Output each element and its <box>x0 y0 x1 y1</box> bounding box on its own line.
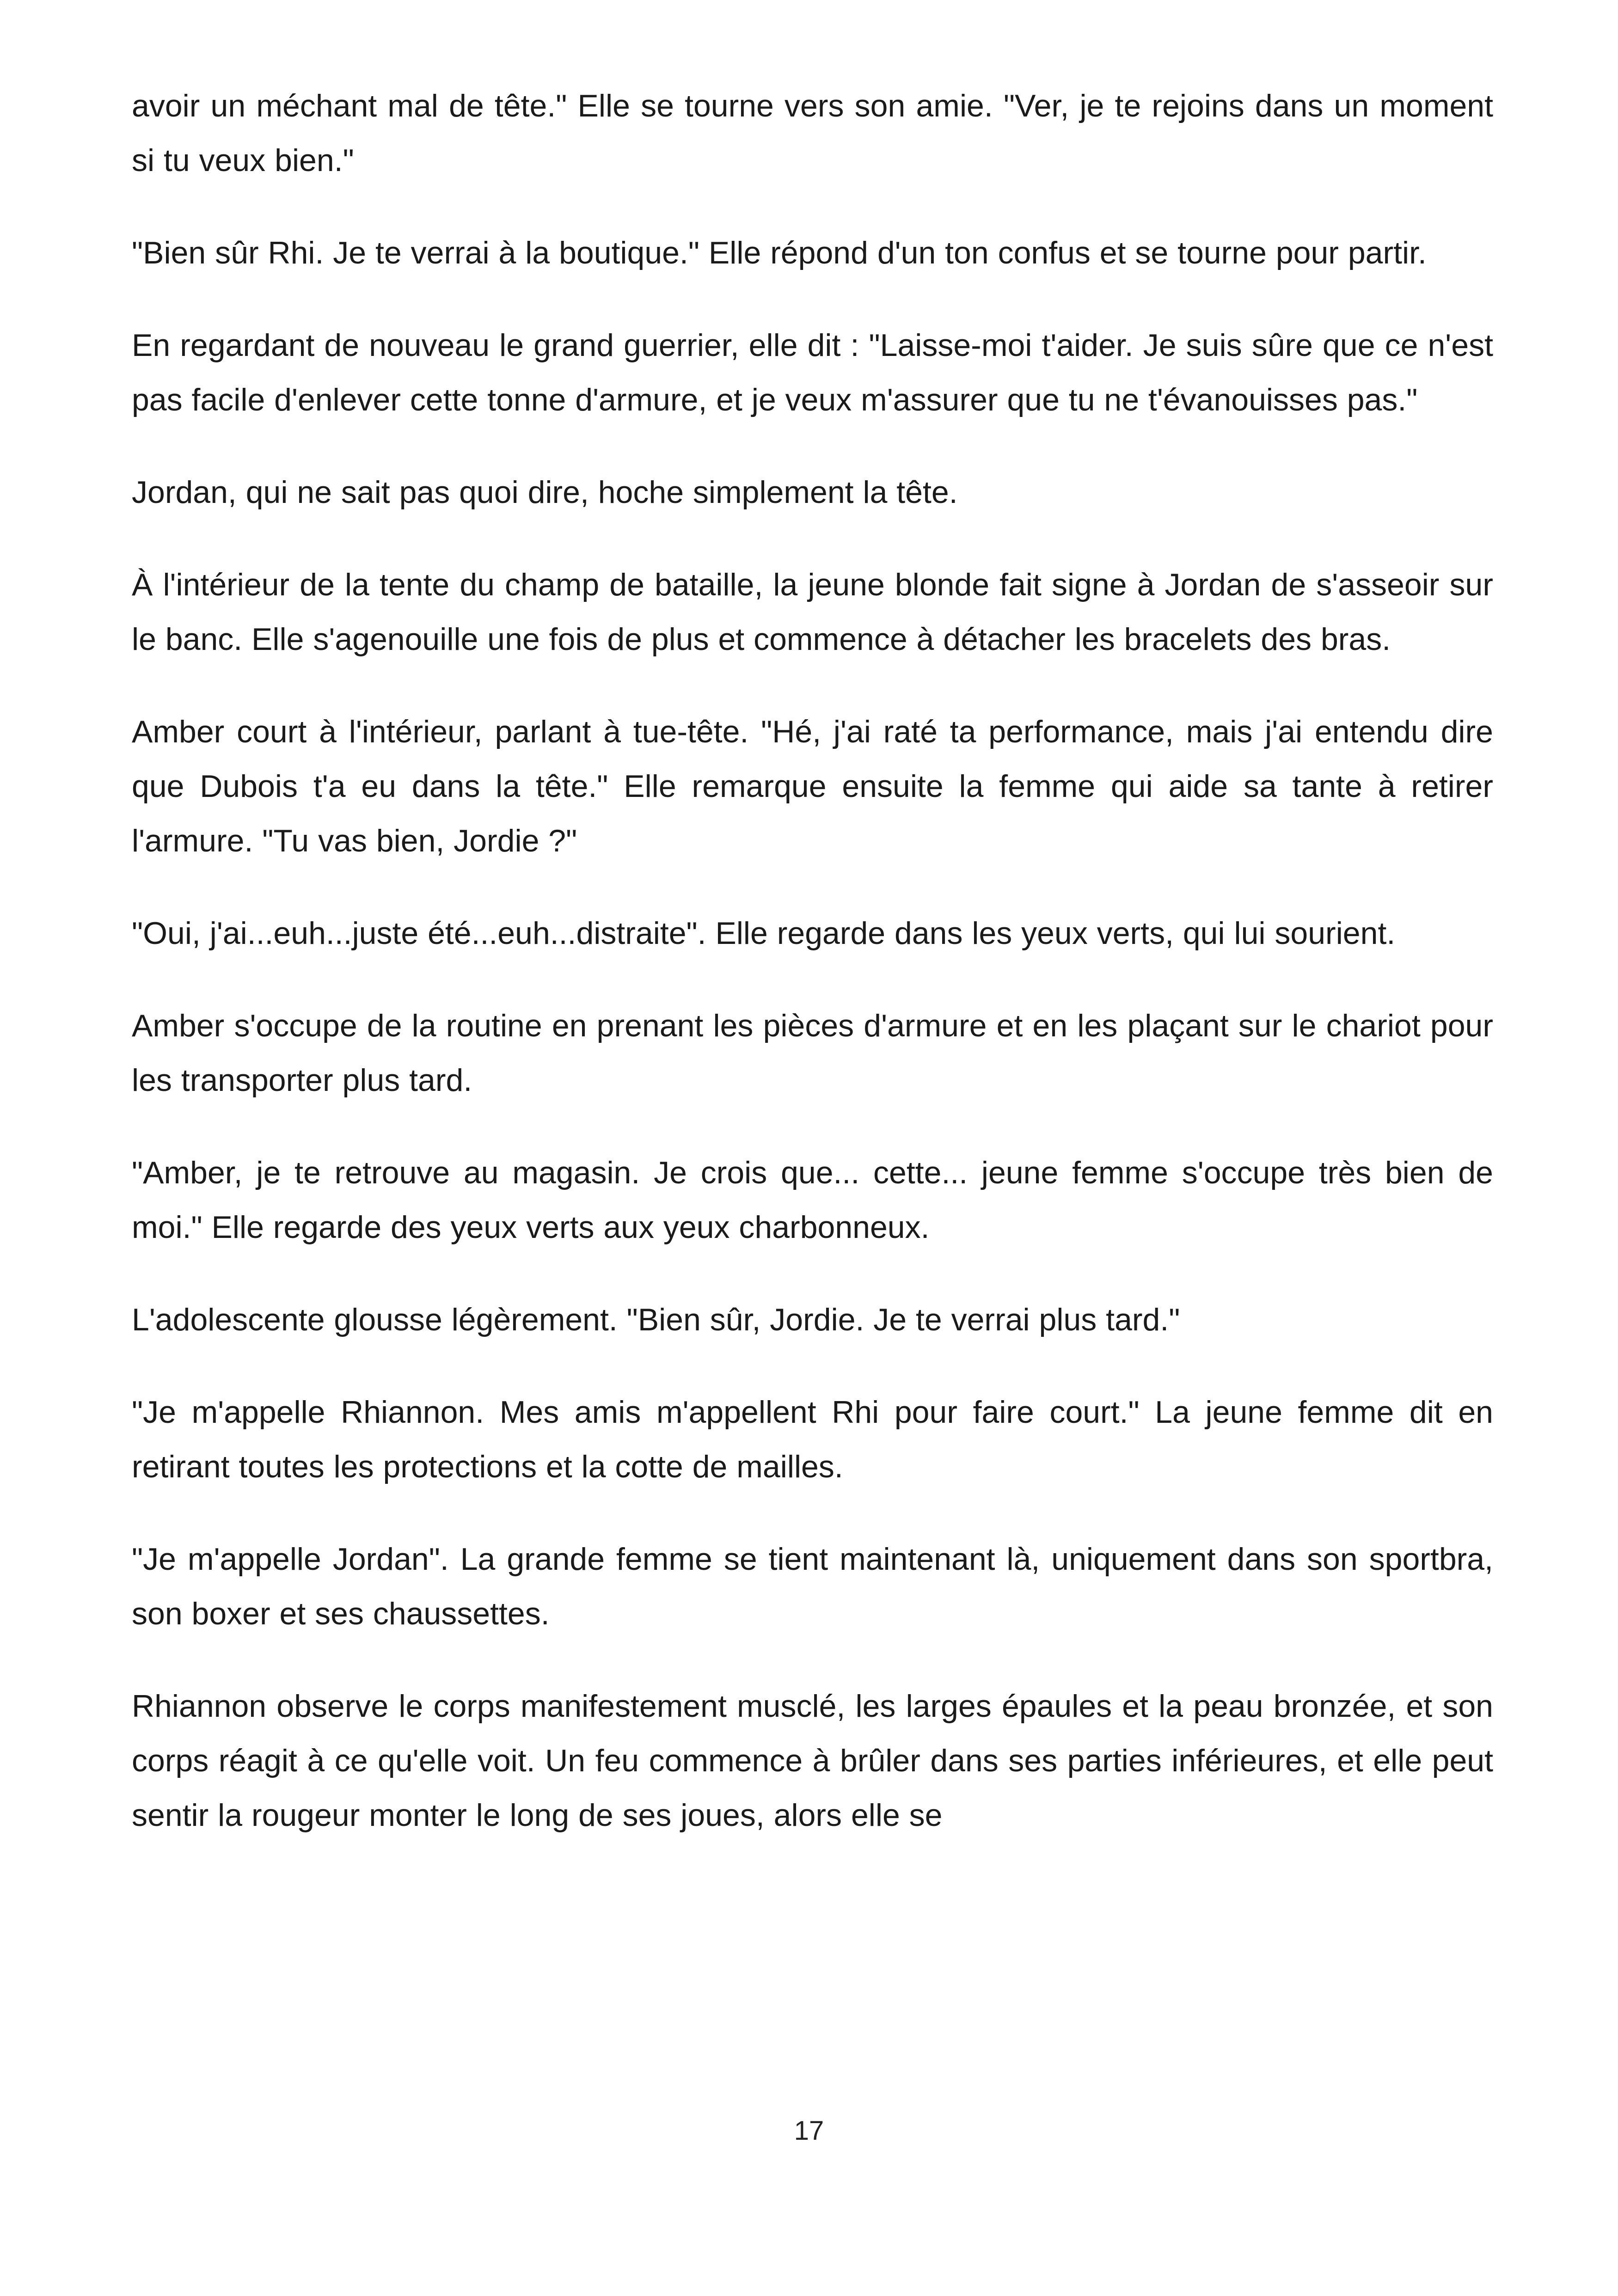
paragraph: Amber court à l'intérieur, parlant à tue-tête. "Hé, j'ai raté ta performance, mais j'ai entendu dire que Dubois t'a eu dans la tête." Elle remarque ensuite la femme qui aide sa tante à retirer l'armure. "Tu vas bien, Jordie ?" <box>132 714 1493 858</box>
paragraph: "Oui, j'ai...euh...juste été...euh...distraite". Elle regarde dans les yeux verts, qui lui sourient. <box>132 916 1396 951</box>
paragraph: Amber s'occupe de la routine en prenant les pièces d'armure et en les plaçant sur le chariot pour les transporter plus tard. <box>132 1008 1493 1098</box>
page-number: 17 <box>794 2116 824 2146</box>
paragraph: Rhiannon observe le corps manifestement musclé, les larges épaules et la peau bronzée, et son corps réagit à ce qu'elle voit. Un feu commence à brûler dans ses parties inférieures, et elle peut sentir la rougeur monter le long de ses joues, alors elle se <box>132 1689 1493 1833</box>
paragraph: À l'intérieur de la tente du champ de bataille, la jeune blonde fait signe à Jordan de s'asseoir sur le banc. Elle s'agenouille une fois de plus et commence à détacher les bracelets des bras. <box>132 567 1493 657</box>
paragraph: "Bien sûr Rhi. Je te verrai à la boutique." Elle répond d'un ton confus et se tourne pour partir. <box>132 235 1427 270</box>
paragraph: "Je m'appelle Rhiannon. Mes amis m'appellent Rhi pour faire court." La jeune femme dit en retirant toutes les protections et la cotte de mailles. <box>132 1395 1493 1484</box>
body-text <box>132 79 1493 1843</box>
paragraph: "Amber, je te retrouve au magasin. Je crois que... cette... jeune femme s'occupe très bien de moi." Elle regarde des yeux verts aux yeux charbonneux. <box>132 1155 1493 1245</box>
paragraph: Jordan, qui ne sait pas quoi dire, hoche simplement la tête. <box>132 475 958 510</box>
paragraph: "Je m'appelle Jordan". La grande femme se tient maintenant là, uniquement dans son sportbra, son boxer et ses chaussettes. <box>132 1542 1493 1631</box>
paragraph: En regardant de nouveau le grand guerrier, elle dit : "Laisse-moi t'aider. Je suis sûre que ce n'est pas facile d'enlever cette tonne d'armure, et je veux m'assurer que tu ne t'évanouisses pas." <box>132 328 1493 417</box>
paragraph: avoir un méchant mal de tête." Elle se tourne vers son amie. "Ver, je te rejoins dans un moment si tu veux bien." <box>132 88 1493 178</box>
paragraph: L'adolescente glousse légèrement. "Bien sûr, Jordie. Je te verrai plus tard." <box>132 1302 1180 1337</box>
